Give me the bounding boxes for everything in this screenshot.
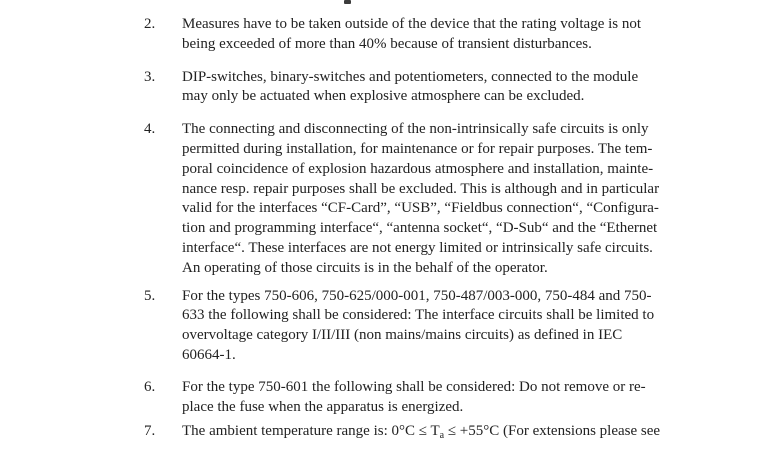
item-number: 7. — [144, 423, 156, 440]
text-line: interface“. These interfaces are not energy limited or intrinsically safe circuits. — [182, 239, 653, 256]
text-line: poral coincidence of explosion hazardous atmosphere and installation, mainte- — [182, 160, 654, 177]
item-text — [182, 422, 660, 442]
list-item — [144, 378, 704, 418]
list-item — [144, 422, 704, 442]
text-line: Measures have to be taken outside of the device that the rating voltage is not — [182, 16, 642, 32]
text-line: For the type 750-601 the following shall be considered: Do not remove or re- — [182, 378, 646, 395]
list-item — [144, 287, 704, 366]
text-line: DIP-switches, binary-switches and potentiometers, connected to the module — [182, 68, 639, 85]
text-line: place the fuse when the apparatus is energized. — [182, 398, 464, 415]
text-line: overvoltage category I/II/III (non mains/mains circuits) as defined in IEC — [182, 327, 623, 344]
list-item — [144, 68, 704, 108]
clipped-text-fragment — [344, 0, 351, 4]
text-line: The connecting and disconnecting of the non-intrinsically safe circuits is only — [182, 121, 649, 138]
item-text — [182, 120, 659, 278]
text-line: 60664-1. — [182, 346, 236, 363]
item-text — [182, 15, 641, 55]
text-line: permitted during installation, for maintenance or for repair purposes. The tem- — [182, 140, 653, 157]
text-line: An operating of those circuits is in the behalf of the operator. — [182, 259, 548, 276]
item-number: 2. — [144, 16, 156, 32]
text-line: nance resp. repair purposes shall be excluded. This is although and in particular — [182, 180, 660, 197]
item-text — [182, 68, 638, 108]
subscript-text: a — [439, 430, 445, 442]
list-item — [144, 120, 704, 278]
text-line: The ambient temperature range is: $0^\circ C \le T_a \le +55^\circ C$ (For extensions please see — [182, 423, 661, 442]
text-line: being exceeded of more than 40% because of transient disturbances. — [182, 35, 592, 52]
text-line: For the types 750-606, 750-625/000-001, 750-487/003-000, 750-484 and 750- — [182, 287, 652, 304]
numbered-list — [144, 15, 704, 442]
text-line: may only be actuated when explosive atmosphere can be excluded. — [182, 88, 585, 105]
item-number: 6. — [144, 378, 156, 395]
text-line: 633 the following shall be considered: The interface circuits shall be limited to — [182, 307, 655, 324]
item-number: 5. — [144, 287, 156, 304]
item-number: 3. — [144, 68, 156, 85]
item-number: 4. — [144, 121, 156, 138]
text-line: tion and programming interface“, “antenna socket“, “D-Sub“ and the “Ethernet — [182, 220, 658, 237]
list-item — [144, 15, 704, 55]
item-text — [182, 287, 654, 366]
item-text — [182, 378, 646, 418]
text-line: valid for the interfaces “CF-Card”, “USB”, “Fieldbus connection“, “Configura- — [182, 200, 659, 217]
